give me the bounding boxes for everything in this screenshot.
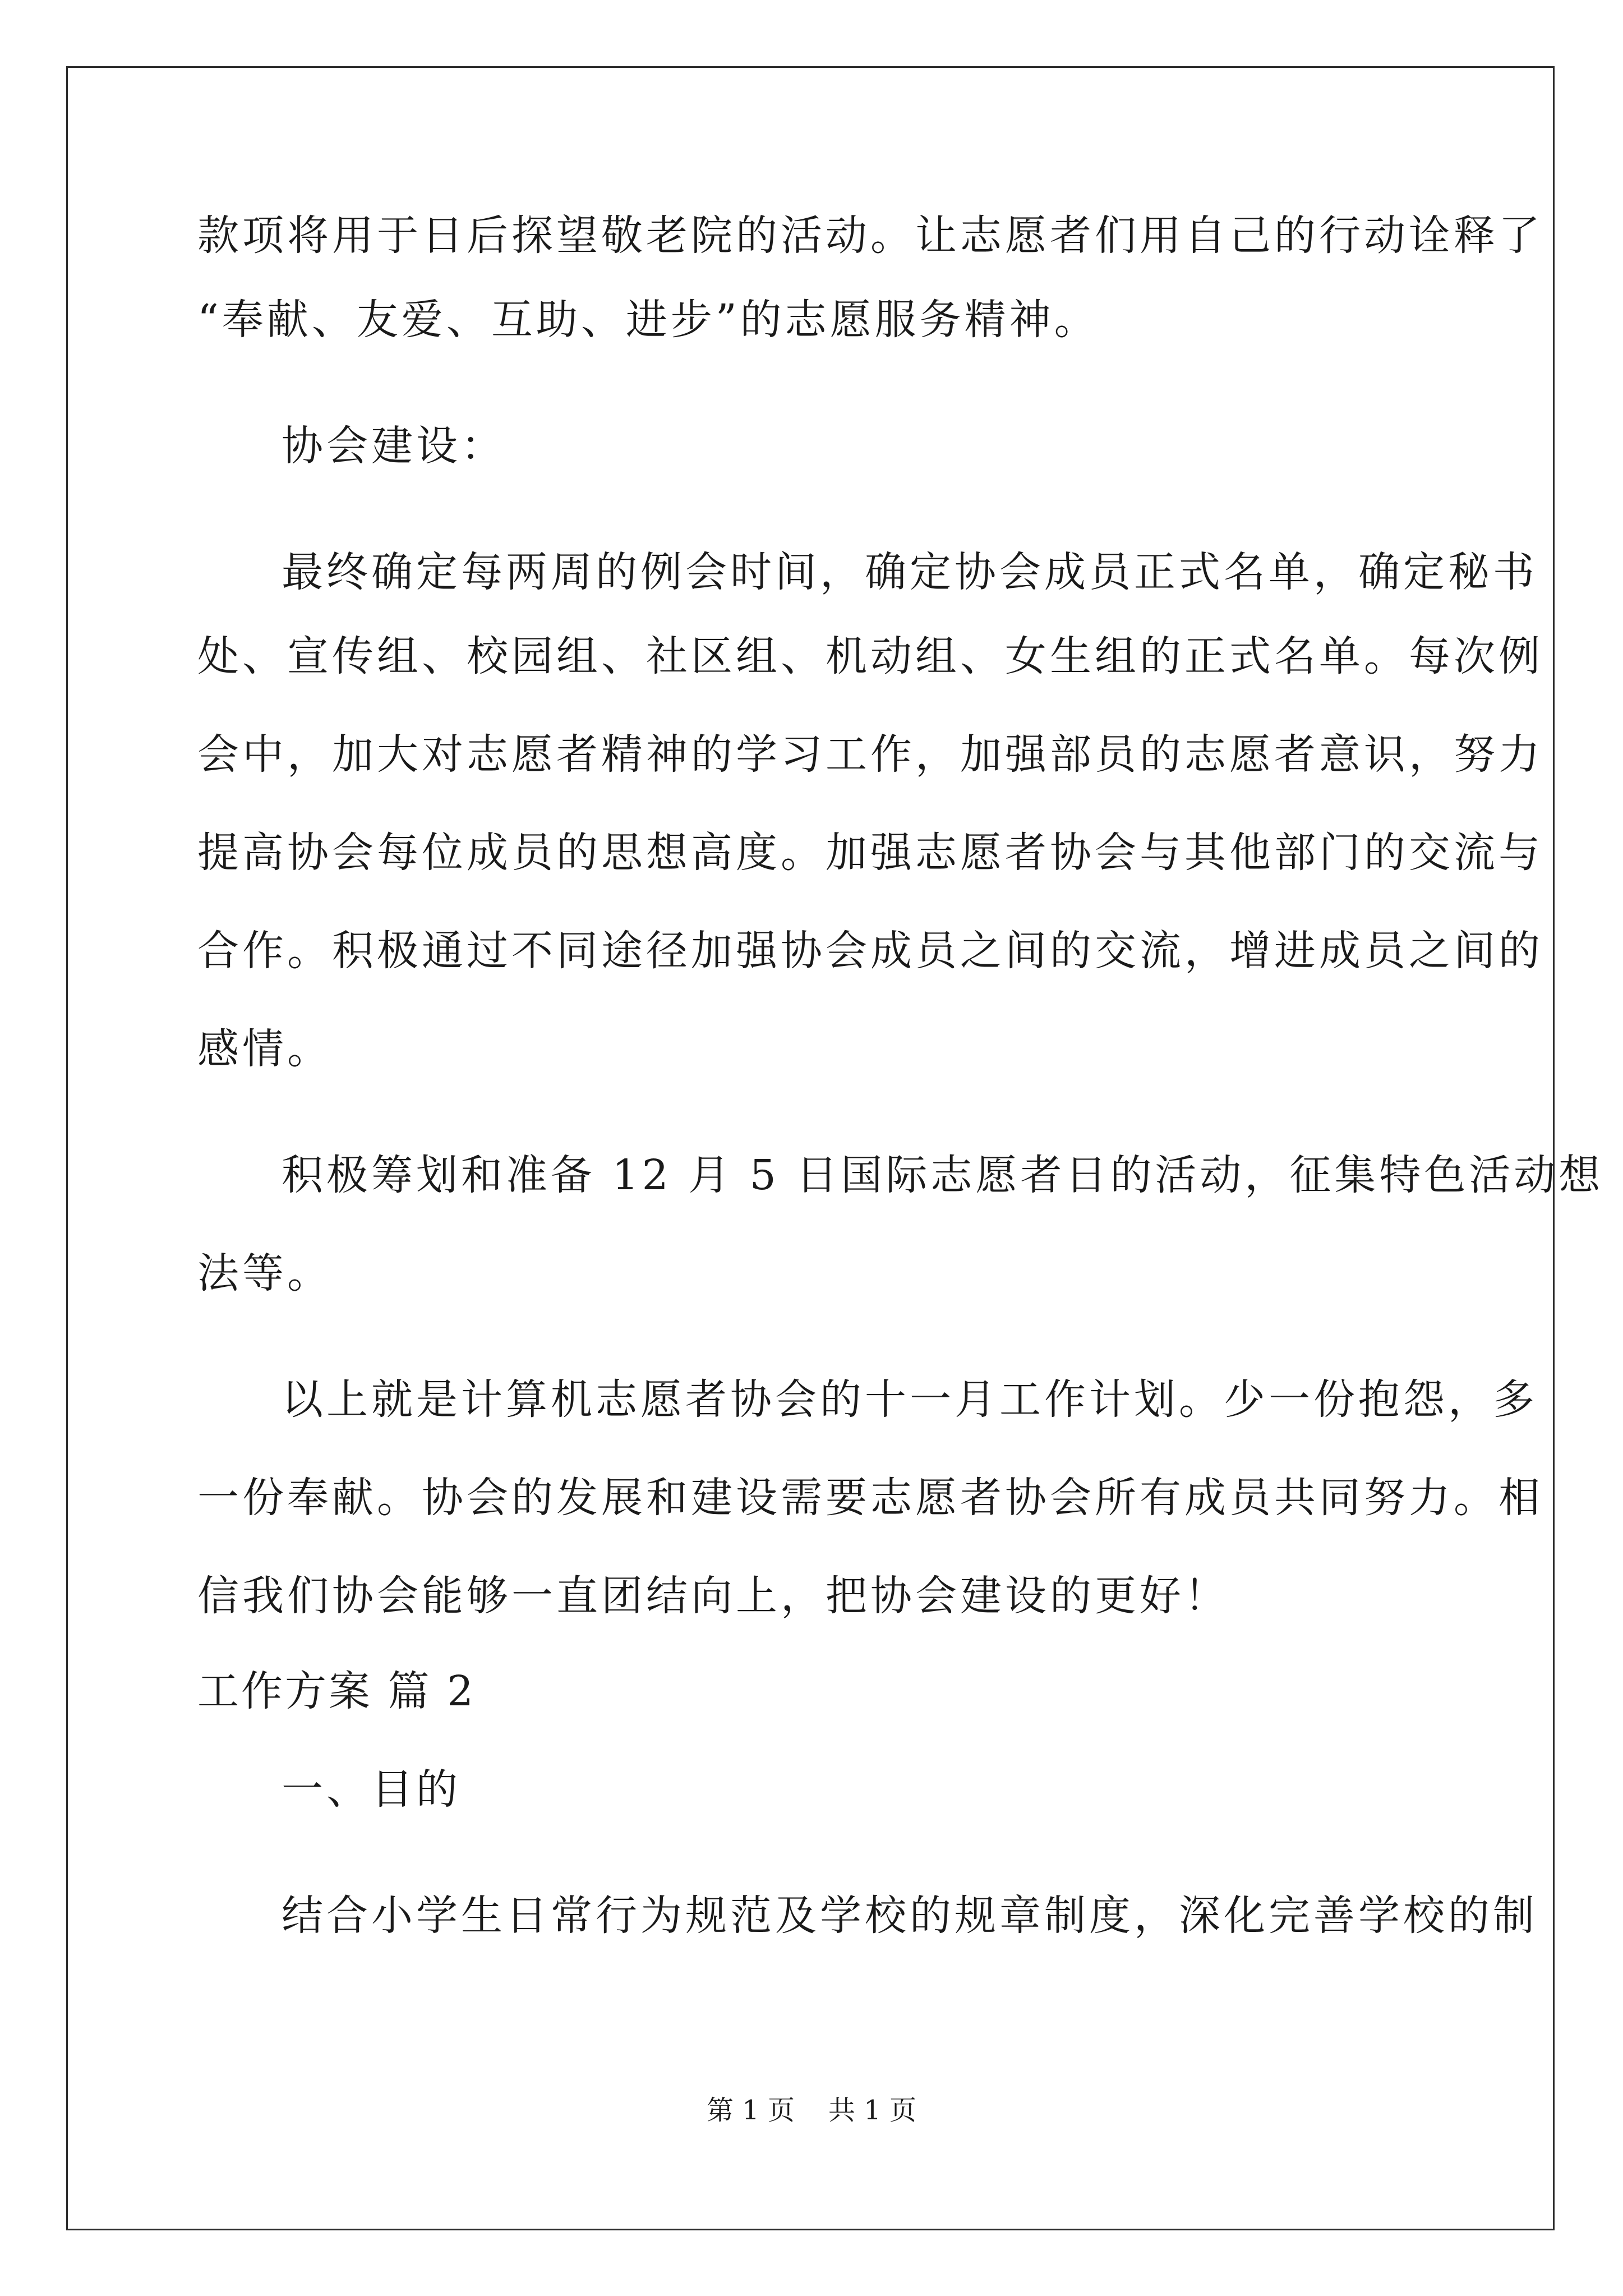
body-line: 法等。: [197, 1249, 332, 1297]
body-line: 一份奉献。协会的发展和建设需要志愿者协会所有成员共同努力。相: [197, 1474, 1543, 1522]
page-number: 第 1 页: [706, 2095, 795, 2126]
page-footer: [0, 2093, 1623, 2127]
body-line: 信我们协会能够一直团结向上，把协会建设的更好！: [197, 1572, 1229, 1620]
section-title: 工作方案 篇 2: [197, 1667, 476, 1715]
page-total: 共 1 页: [828, 2095, 917, 2126]
body-line: 以上就是计算机志愿者协会的十一月工作计划。少一份抱怨，多: [282, 1375, 1538, 1424]
body-line: 款项将用于日后探望敬老院的活动。让志愿者们用自己的行动诠释了: [197, 211, 1543, 260]
subsection-heading: 一、目的: [282, 1765, 461, 1814]
body-line: 会中，加大对志愿者精神的学习工作，加强部员的志愿者意识，努力: [197, 730, 1543, 779]
body-line: 感情。: [197, 1025, 332, 1073]
body-line: 合作。积极通过不同途径加强协会成员之间的交流，增进成员之间的: [197, 927, 1543, 975]
body-line: 积极筹划和准备 12 月 5 日国际志愿者日的活动，征集特色活动想: [282, 1151, 1604, 1199]
body-line: 最终确定每两周的例会时间，确定协会成员正式名单，确定秘书: [282, 548, 1538, 596]
body-line: 处、宣传组、校园组、社区组、机动组、女生组的正式名单。每次例: [197, 632, 1543, 680]
body-line: 提高协会每位成员的思想高度。加强志愿者协会与其他部门的交流与: [197, 829, 1543, 877]
body-line: “奉献、友爱、互助、进步”的志愿服务精神。: [197, 296, 1099, 344]
section-heading: 协会建设：: [282, 422, 506, 470]
body-line: 结合小学生日常行为规范及学校的规章制度，深化完善学校的制: [282, 1892, 1538, 1940]
